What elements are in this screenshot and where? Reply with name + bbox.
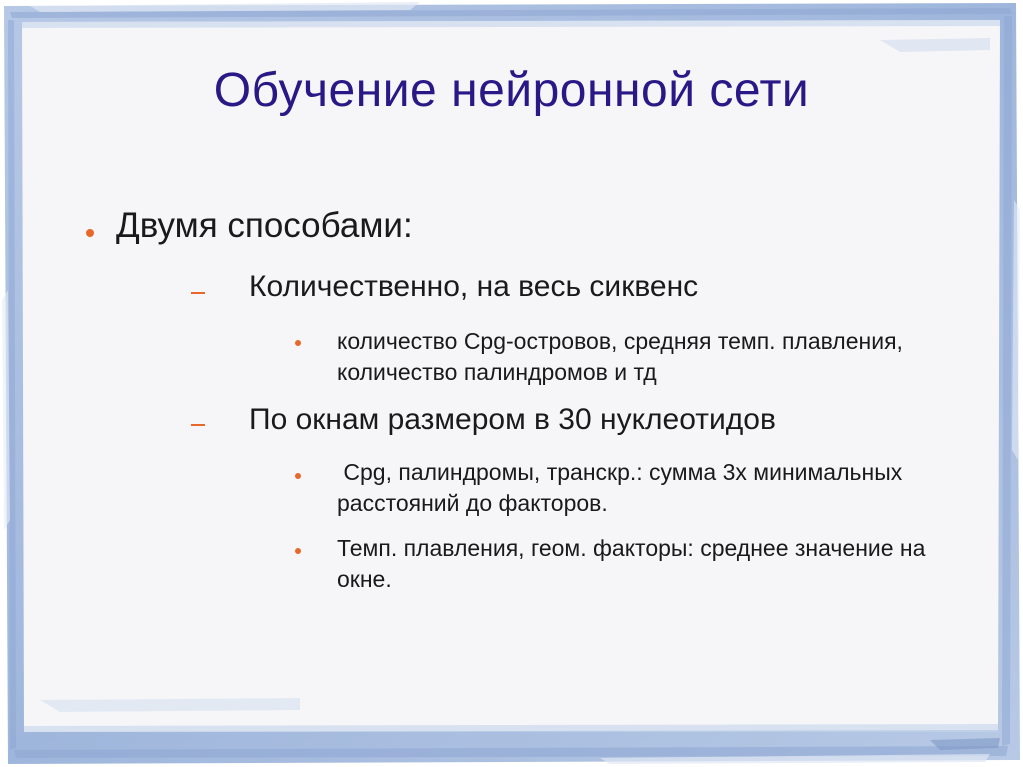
bullet-level1: Двумя способами: <box>116 206 413 245</box>
dash-icon <box>191 424 205 426</box>
slide-title: Обучение нейронной сети <box>213 64 810 117</box>
bullet-dot-icon <box>295 473 301 479</box>
bullet-dot-icon <box>295 548 301 554</box>
bullet-level3-melting-temp: Темп. плавления, геом. факторы: среднее значение на окне. <box>337 535 926 592</box>
bullet-level2-windows: По окнам размером в 30 нуклеотидов <box>249 403 776 436</box>
bullet-level3-cpg-islands: количество Cpg-островов, средняя темп. плавления, количество палиндромов и тд <box>337 328 903 385</box>
bullet-dot-icon <box>295 340 301 346</box>
bullet-level2-quantitative: Количественно, на весь сиквенс <box>249 270 699 303</box>
dash-icon <box>191 292 205 294</box>
bullet-level3-cpg-palindromes: Cpg, палиндромы, транскр.: сумма 3х минимальных расстояний до факторов. <box>337 459 909 516</box>
bullet-dot-icon <box>86 229 94 237</box>
